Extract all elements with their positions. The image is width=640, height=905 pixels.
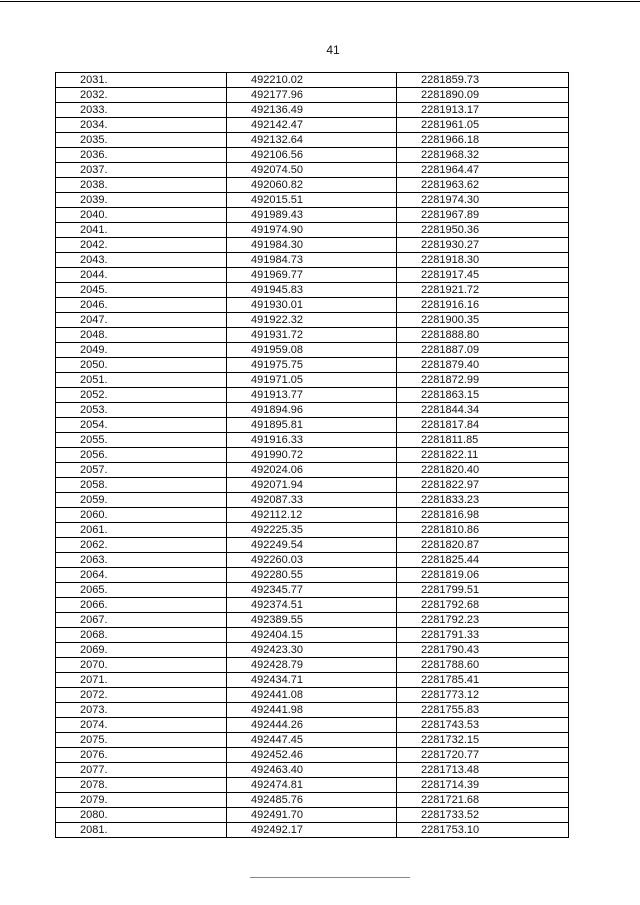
point-number-cell: 2034. xyxy=(56,118,227,133)
table-row xyxy=(56,598,569,613)
x-coordinate-cell: 492423.30 xyxy=(227,643,397,658)
point-number-cell: 2075. xyxy=(56,733,227,748)
table-row xyxy=(56,793,569,808)
page-number: 41 xyxy=(326,43,340,57)
x-coordinate-cell: 492142.47 xyxy=(227,118,397,133)
table-row xyxy=(56,343,569,358)
point-number-cell: 2054. xyxy=(56,418,227,433)
y-coordinate-cell: 2281788.60 xyxy=(397,658,569,673)
y-coordinate-cell: 2281720.77 xyxy=(397,748,569,763)
y-coordinate-cell: 2281963.62 xyxy=(397,178,569,193)
y-coordinate-cell: 2281732.15 xyxy=(397,733,569,748)
bottom-rule xyxy=(250,877,410,878)
y-coordinate-cell: 2281755.83 xyxy=(397,703,569,718)
table-row xyxy=(56,808,569,823)
x-coordinate-cell: 491959.08 xyxy=(227,343,397,358)
point-number-cell: 2055. xyxy=(56,433,227,448)
table-row xyxy=(56,328,569,343)
x-coordinate-cell: 491916.33 xyxy=(227,433,397,448)
x-coordinate-cell: 491989.43 xyxy=(227,208,397,223)
point-number-cell: 2057. xyxy=(56,463,227,478)
table-row xyxy=(56,403,569,418)
y-coordinate-cell: 2281816.98 xyxy=(397,508,569,523)
x-coordinate-cell: 491971.05 xyxy=(227,373,397,388)
table-row xyxy=(56,388,569,403)
table-row xyxy=(56,463,569,478)
y-coordinate-cell: 2281721.68 xyxy=(397,793,569,808)
y-coordinate-cell: 2281833.23 xyxy=(397,493,569,508)
point-number-cell: 2046. xyxy=(56,298,227,313)
point-number-cell: 2045. xyxy=(56,283,227,298)
x-coordinate-cell: 492071.94 xyxy=(227,478,397,493)
x-coordinate-cell: 492015.51 xyxy=(227,193,397,208)
y-coordinate-cell: 2281974.30 xyxy=(397,193,569,208)
table-row xyxy=(56,823,569,838)
x-coordinate-cell: 492444.26 xyxy=(227,718,397,733)
y-coordinate-cell: 2281773.12 xyxy=(397,688,569,703)
table-row xyxy=(56,628,569,643)
x-coordinate-cell: 492441.98 xyxy=(227,703,397,718)
y-coordinate-cell: 2281900.35 xyxy=(397,313,569,328)
x-coordinate-cell: 492087.33 xyxy=(227,493,397,508)
x-coordinate-cell: 491894.96 xyxy=(227,403,397,418)
x-coordinate-cell: 492491.70 xyxy=(227,808,397,823)
x-coordinate-cell: 492280.55 xyxy=(227,568,397,583)
table-row xyxy=(56,568,569,583)
point-number-cell: 2080. xyxy=(56,808,227,823)
y-coordinate-cell: 2281792.68 xyxy=(397,598,569,613)
x-coordinate-cell: 492404.15 xyxy=(227,628,397,643)
x-coordinate-cell: 491984.73 xyxy=(227,253,397,268)
point-number-cell: 2050. xyxy=(56,358,227,373)
point-number-cell: 2049. xyxy=(56,343,227,358)
point-number-cell: 2071. xyxy=(56,673,227,688)
y-coordinate-cell: 2281844.34 xyxy=(397,403,569,418)
table-row xyxy=(56,163,569,178)
x-coordinate-cell: 492260.03 xyxy=(227,553,397,568)
point-number-cell: 2051. xyxy=(56,373,227,388)
top-rule xyxy=(0,1,640,2)
point-number-cell: 2053. xyxy=(56,403,227,418)
point-number-cell: 2035. xyxy=(56,133,227,148)
y-coordinate-cell: 2281810.86 xyxy=(397,523,569,538)
point-number-cell: 2058. xyxy=(56,478,227,493)
x-coordinate-cell: 492374.51 xyxy=(227,598,397,613)
x-coordinate-cell: 491975.75 xyxy=(227,358,397,373)
table-row xyxy=(56,748,569,763)
y-coordinate-cell: 2281820.87 xyxy=(397,538,569,553)
y-coordinate-cell: 2281916.16 xyxy=(397,298,569,313)
x-coordinate-cell: 492112.12 xyxy=(227,508,397,523)
point-number-cell: 2044. xyxy=(56,268,227,283)
x-coordinate-cell: 492060.82 xyxy=(227,178,397,193)
point-number-cell: 2064. xyxy=(56,568,227,583)
y-coordinate-cell: 2281888.80 xyxy=(397,328,569,343)
point-number-cell: 2056. xyxy=(56,448,227,463)
x-coordinate-cell: 492452.46 xyxy=(227,748,397,763)
point-number-cell: 2065. xyxy=(56,583,227,598)
y-coordinate-cell: 2281791.33 xyxy=(397,628,569,643)
coordinates-table xyxy=(55,72,569,838)
table-row xyxy=(56,418,569,433)
y-coordinate-cell: 2281799.51 xyxy=(397,583,569,598)
y-coordinate-cell: 2281790.43 xyxy=(397,643,569,658)
table-row xyxy=(56,283,569,298)
y-coordinate-cell: 2281872.99 xyxy=(397,373,569,388)
table-row xyxy=(56,538,569,553)
y-coordinate-cell: 2281743.53 xyxy=(397,718,569,733)
point-number-cell: 2033. xyxy=(56,103,227,118)
point-number-cell: 2040. xyxy=(56,208,227,223)
y-coordinate-cell: 2281921.72 xyxy=(397,283,569,298)
y-coordinate-cell: 2281714.39 xyxy=(397,778,569,793)
table-row xyxy=(56,763,569,778)
y-coordinate-cell: 2281825.44 xyxy=(397,553,569,568)
y-coordinate-cell: 2281913.17 xyxy=(397,103,569,118)
table-row xyxy=(56,88,569,103)
y-coordinate-cell: 2281950.36 xyxy=(397,223,569,238)
y-coordinate-cell: 2281961.05 xyxy=(397,118,569,133)
x-coordinate-cell: 491931.72 xyxy=(227,328,397,343)
table-row xyxy=(56,73,569,88)
table-row xyxy=(56,178,569,193)
x-coordinate-cell: 492447.45 xyxy=(227,733,397,748)
point-number-cell: 2078. xyxy=(56,778,227,793)
y-coordinate-cell: 2281817.84 xyxy=(397,418,569,433)
table-row xyxy=(56,148,569,163)
x-coordinate-cell: 492024.06 xyxy=(227,463,397,478)
table-row xyxy=(56,298,569,313)
x-coordinate-cell: 491930.01 xyxy=(227,298,397,313)
table-row xyxy=(56,553,569,568)
point-number-cell: 2081. xyxy=(56,823,227,838)
x-coordinate-cell: 492106.56 xyxy=(227,148,397,163)
x-coordinate-cell: 492434.71 xyxy=(227,673,397,688)
point-number-cell: 2077. xyxy=(56,763,227,778)
y-coordinate-cell: 2281917.45 xyxy=(397,268,569,283)
y-coordinate-cell: 2281964.47 xyxy=(397,163,569,178)
x-coordinate-cell: 492249.54 xyxy=(227,538,397,553)
point-number-cell: 2072. xyxy=(56,688,227,703)
coordinates-table-body xyxy=(56,73,569,838)
table-row xyxy=(56,703,569,718)
x-coordinate-cell: 492074.50 xyxy=(227,163,397,178)
point-number-cell: 2038. xyxy=(56,178,227,193)
point-number-cell: 2062. xyxy=(56,538,227,553)
x-coordinate-cell: 492389.55 xyxy=(227,613,397,628)
table-row xyxy=(56,358,569,373)
table-row xyxy=(56,118,569,133)
point-number-cell: 2061. xyxy=(56,523,227,538)
x-coordinate-cell: 492485.76 xyxy=(227,793,397,808)
y-coordinate-cell: 2281918.30 xyxy=(397,253,569,268)
x-coordinate-cell: 491913.77 xyxy=(227,388,397,403)
table-row xyxy=(56,493,569,508)
table-row xyxy=(56,523,569,538)
table-row xyxy=(56,718,569,733)
x-coordinate-cell: 492225.35 xyxy=(227,523,397,538)
table-row xyxy=(56,373,569,388)
point-number-cell: 2043. xyxy=(56,253,227,268)
x-coordinate-cell: 492177.96 xyxy=(227,88,397,103)
x-coordinate-cell: 491984.30 xyxy=(227,238,397,253)
table-row xyxy=(56,133,569,148)
y-coordinate-cell: 2281887.09 xyxy=(397,343,569,358)
point-number-cell: 2031. xyxy=(56,73,227,88)
table-row xyxy=(56,733,569,748)
table-row xyxy=(56,643,569,658)
point-number-cell: 2039. xyxy=(56,193,227,208)
x-coordinate-cell: 491895.81 xyxy=(227,418,397,433)
table-row xyxy=(56,433,569,448)
x-coordinate-cell: 491974.90 xyxy=(227,223,397,238)
y-coordinate-cell: 2281863.15 xyxy=(397,388,569,403)
point-number-cell: 2042. xyxy=(56,238,227,253)
y-coordinate-cell: 2281733.52 xyxy=(397,808,569,823)
y-coordinate-cell: 2281822.11 xyxy=(397,448,569,463)
x-coordinate-cell: 492132.64 xyxy=(227,133,397,148)
y-coordinate-cell: 2281822.97 xyxy=(397,478,569,493)
table-row xyxy=(56,688,569,703)
point-number-cell: 2076. xyxy=(56,748,227,763)
point-number-cell: 2073. xyxy=(56,703,227,718)
point-number-cell: 2068. xyxy=(56,628,227,643)
point-number-cell: 2048. xyxy=(56,328,227,343)
point-number-cell: 2059. xyxy=(56,493,227,508)
y-coordinate-cell: 2281966.18 xyxy=(397,133,569,148)
table-row xyxy=(56,613,569,628)
y-coordinate-cell: 2281753.10 xyxy=(397,823,569,838)
x-coordinate-cell: 491922.32 xyxy=(227,313,397,328)
x-coordinate-cell: 492474.81 xyxy=(227,778,397,793)
x-coordinate-cell: 492492.17 xyxy=(227,823,397,838)
point-number-cell: 2052. xyxy=(56,388,227,403)
y-coordinate-cell: 2281890.09 xyxy=(397,88,569,103)
point-number-cell: 2074. xyxy=(56,718,227,733)
x-coordinate-cell: 492428.79 xyxy=(227,658,397,673)
table-row xyxy=(56,208,569,223)
point-number-cell: 2067. xyxy=(56,613,227,628)
point-number-cell: 2060. xyxy=(56,508,227,523)
point-number-cell: 2070. xyxy=(56,658,227,673)
point-number-cell: 2069. xyxy=(56,643,227,658)
point-number-cell: 2047. xyxy=(56,313,227,328)
point-number-cell: 2032. xyxy=(56,88,227,103)
y-coordinate-cell: 2281785.41 xyxy=(397,673,569,688)
point-number-cell: 2036. xyxy=(56,148,227,163)
x-coordinate-cell: 491990.72 xyxy=(227,448,397,463)
table-row xyxy=(56,238,569,253)
y-coordinate-cell: 2281859.73 xyxy=(397,73,569,88)
point-number-cell: 2079. xyxy=(56,793,227,808)
table-row xyxy=(56,193,569,208)
x-coordinate-cell: 491969.77 xyxy=(227,268,397,283)
table-row xyxy=(56,673,569,688)
x-coordinate-cell: 492463.40 xyxy=(227,763,397,778)
table-row xyxy=(56,103,569,118)
x-coordinate-cell: 492210.02 xyxy=(227,73,397,88)
table-row xyxy=(56,268,569,283)
y-coordinate-cell: 2281713.48 xyxy=(397,763,569,778)
point-number-cell: 2041. xyxy=(56,223,227,238)
x-coordinate-cell: 492345.77 xyxy=(227,583,397,598)
table-row xyxy=(56,313,569,328)
y-coordinate-cell: 2281968.32 xyxy=(397,148,569,163)
table-row xyxy=(56,478,569,493)
table-row xyxy=(56,253,569,268)
table-row xyxy=(56,778,569,793)
table-row xyxy=(56,448,569,463)
y-coordinate-cell: 2281879.40 xyxy=(397,358,569,373)
table-row xyxy=(56,223,569,238)
y-coordinate-cell: 2281930.27 xyxy=(397,238,569,253)
table-row xyxy=(56,583,569,598)
point-number-cell: 2063. xyxy=(56,553,227,568)
table-row xyxy=(56,658,569,673)
y-coordinate-cell: 2281820.40 xyxy=(397,463,569,478)
y-coordinate-cell: 2281967.89 xyxy=(397,208,569,223)
point-number-cell: 2037. xyxy=(56,163,227,178)
y-coordinate-cell: 2281819.06 xyxy=(397,568,569,583)
x-coordinate-cell: 492136.49 xyxy=(227,103,397,118)
y-coordinate-cell: 2281811.85 xyxy=(397,433,569,448)
x-coordinate-cell: 491945.83 xyxy=(227,283,397,298)
table-row xyxy=(56,508,569,523)
y-coordinate-cell: 2281792.23 xyxy=(397,613,569,628)
x-coordinate-cell: 492441.08 xyxy=(227,688,397,703)
point-number-cell: 2066. xyxy=(56,598,227,613)
